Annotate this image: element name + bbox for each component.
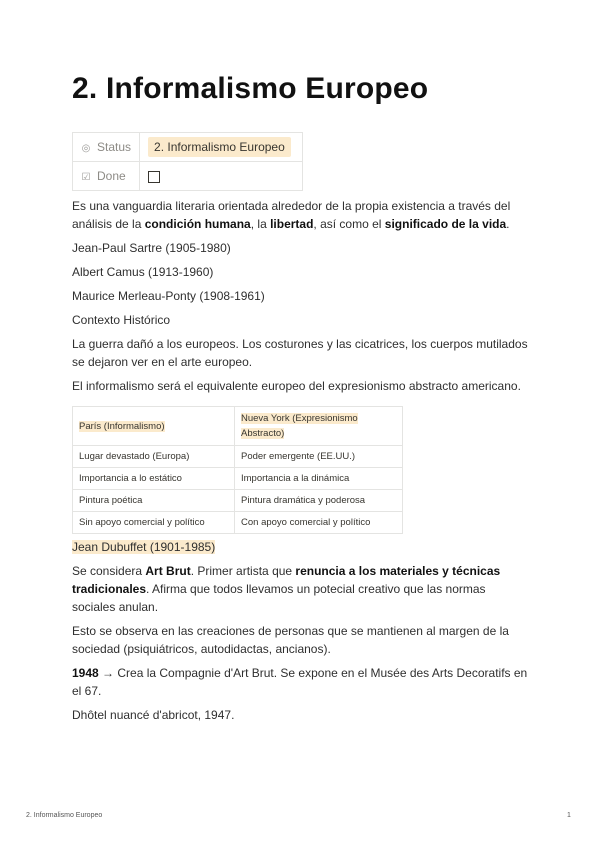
table-header-cell (235, 407, 403, 446)
paragraph-text: . Afirma que todos llevamos un potecial creativo que las normas sociales anulan. (72, 582, 486, 614)
paragraph-text: Se considera (72, 564, 146, 578)
status-select-tag[interactable]: 2. Informalismo Europeo (148, 137, 291, 157)
footer-page-number: 1 (567, 812, 571, 819)
table-cell: Sin apoyo comercial y político (73, 512, 235, 534)
table-cell: Poder emergente (EE.UU.) (235, 446, 403, 468)
intro-bold: condición humana (144, 217, 251, 231)
intro-text: . (506, 217, 510, 231)
property-value-cell[interactable] (140, 162, 303, 191)
table-cell: Pintura poética (73, 490, 235, 512)
paragraph-text: Crea la Compagnie d'Art Brut. Se expone en el Musée des Arts Decoratifs en el 67. (72, 666, 528, 698)
table-row (73, 446, 403, 468)
property-name: Status (97, 140, 132, 154)
dubuffet-paragraph-2: Esto se observa en las creaciones de personas que se mantienen al margen de la sociedad (psiquiátricos, autodidactas, ancianos). (72, 624, 509, 656)
property-name-cell (73, 162, 140, 191)
table-row (73, 468, 403, 490)
property-value-cell[interactable] (140, 133, 303, 162)
table-header-row (73, 407, 403, 446)
author-line: Jean-Paul Sartre (1905-1980) (72, 241, 231, 255)
done-checkbox[interactable] (148, 171, 160, 183)
property-row-status (73, 133, 303, 162)
header-label: París (Informalismo) (79, 420, 165, 432)
table-cell: Importancia a la dinámica (235, 468, 403, 490)
intro-bold: libertad (270, 217, 314, 231)
artwork-line: Dhôtel nuancé d'abricot, 1947. (72, 708, 235, 722)
table-header-cell (73, 407, 235, 446)
table-cell: Importancia a lo estático (73, 468, 235, 490)
arrow-glyph: → (98, 666, 118, 680)
intro-paragraph (72, 197, 532, 233)
table-cell: Lugar devastado (Europa) (73, 446, 235, 468)
property-name: Done (97, 169, 126, 183)
intro-text: , la (250, 217, 271, 231)
properties-table (72, 132, 303, 191)
comparison-table (72, 406, 403, 534)
intro-text: , así como el (313, 217, 385, 231)
paragraph-text: . Primer artista que (190, 564, 296, 578)
context-paragraph: La guerra dañó a los europeos. Los costurones y las cicatrices, los cuerpos mutilados se dejaron ver en el arte europeo. (72, 337, 528, 369)
year-bold: 1948 (72, 666, 99, 680)
intro-text: Es una vanguardia literaria orientada alrededor de la propia existencia a través del análisis de la (72, 199, 511, 231)
author-line: Albert Camus (1913-1960) (72, 265, 214, 279)
context-heading: Contexto Histórico (72, 313, 171, 327)
property-row-done (73, 162, 303, 191)
footer-title: 2. Informalismo Europeo (26, 812, 103, 819)
author-line: Maurice Merleau-Ponty (1908-1961) (72, 289, 265, 303)
dubuffet-heading-line (72, 538, 532, 556)
dubuffet-paragraph-1 (72, 562, 532, 616)
dubuffet-heading: Jean Dubuffet (1901-1985) (72, 540, 216, 554)
status-icon: ◎ (81, 143, 91, 154)
paragraph-bold: renuncia a los materiales y técnicas tradicionales (72, 564, 501, 596)
property-name-cell (73, 133, 140, 162)
intro-bold: significado de la vida (384, 217, 507, 231)
checkbox-property-icon: ☑ (81, 172, 91, 183)
table-row (73, 490, 403, 512)
paragraph-bold: Art Brut (145, 564, 191, 578)
table-row (73, 512, 403, 534)
dubuffet-paragraph-3 (72, 664, 532, 700)
page-title: 2. Informalismo Europeo (72, 72, 429, 105)
table-cell: Pintura dramática y poderosa (235, 490, 403, 512)
table-cell: Con apoyo comercial y político (235, 512, 403, 534)
equivalent-paragraph: El informalismo será el equivalente europeo del expresionismo abstracto americano. (72, 379, 521, 393)
header-label: Nueva York (Expresionismo Abstracto) (241, 413, 358, 439)
